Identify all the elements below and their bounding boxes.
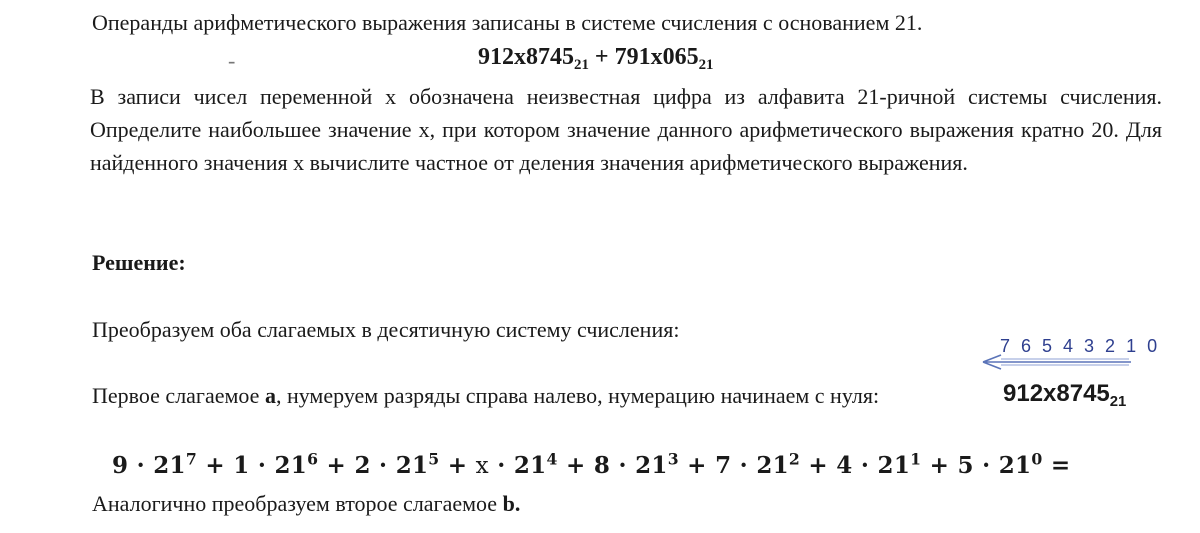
first-term-number [1003, 380, 1126, 410]
first-term-text [92, 383, 879, 409]
digit-position-labels: 7 6 5 4 3 2 1 0 [1000, 336, 1161, 356]
formula-exponent: 3 [667, 449, 679, 469]
first-term-prefix: Первое слагаемое [92, 383, 265, 408]
formula-digit: 4 [836, 452, 853, 479]
expression-base-a: 21 [574, 57, 589, 74]
first-term-var: a [264, 383, 276, 408]
task-text: В записи чисел переменной x обозначена неизвестная цифра из алфавита 21-ричной системы счисления. Определите наибольшее значение x, при котором значение данного арифметического выражения кратно 20. Для найденного значения x вычислите частное от деления значения арифметического выражения. [90, 84, 1162, 175]
formula-exponent: 4 [546, 449, 558, 469]
formula-digit: 9 [112, 452, 129, 479]
formula-dot: · [128, 452, 154, 479]
formula-dot: · [973, 452, 999, 479]
formula-equals: = [1042, 452, 1071, 479]
formula-digit: 8 [593, 452, 611, 479]
formula-exponent: 7 [185, 449, 198, 469]
formula-term [957, 449, 1043, 479]
expression-plus: + [594, 44, 609, 70]
second-term-var: b. [502, 491, 521, 516]
intro-text: Операнды арифметического выражения записаны в системе счисления с основанием 21. [92, 10, 923, 35]
formula-base: 21 [877, 452, 911, 479]
formula-term [233, 449, 319, 479]
expression-operand-b: 791x065 [614, 44, 699, 70]
formula-plus: + [557, 452, 594, 479]
formula-term [112, 449, 198, 479]
formula-plus: + [439, 452, 476, 479]
formula-exponent: 2 [788, 449, 801, 469]
formula-base: 21 [513, 452, 547, 479]
dash-mark: - [228, 48, 236, 73]
expansion-formula [112, 449, 1071, 479]
left-arrow-icon [975, 352, 1135, 374]
second-term-text [92, 491, 520, 517]
formula-digit: 1 [233, 452, 250, 479]
first-term-number-value: 912x8745 [1003, 380, 1110, 407]
formula-plus: + [800, 452, 837, 479]
second-term-prefix: Аналогично преобразуем второе слагаемое [92, 491, 503, 516]
expression-base-b: 21 [698, 57, 714, 74]
formula-term [354, 449, 440, 479]
formula-term [475, 449, 558, 479]
formula-digit: 7 [715, 452, 732, 479]
formula-base: 21 [153, 452, 186, 479]
formula-base: 21 [756, 452, 789, 479]
formula-term [593, 449, 679, 479]
formula-plus: + [318, 452, 355, 479]
expression-operand-a: 912x8745 [478, 44, 574, 70]
convert-text: Преобразуем оба слагаемых в десятичную систему счисления: [92, 317, 680, 342]
formula-plus: + [921, 452, 958, 479]
first-term-rest: , нумеруем разряды справа налево, нумерацию начинаем с нуля: [275, 383, 880, 408]
formula-base: 21 [274, 452, 308, 479]
formula-term [715, 449, 801, 479]
formula-dot: · [249, 452, 275, 479]
formula-digit: 2 [354, 452, 371, 479]
formula-digit: x [475, 453, 489, 479]
solution-heading: Решение: [92, 250, 186, 275]
formula-exponent: 1 [910, 449, 922, 469]
formula-base: 21 [998, 452, 1032, 479]
formula-dot: · [731, 452, 757, 479]
formula-exponent: 6 [307, 449, 319, 469]
formula-plus: + [678, 452, 716, 479]
formula-base: 21 [395, 452, 429, 479]
formula-digit: 5 [957, 452, 974, 479]
formula-dot: · [370, 452, 396, 479]
formula-exponent: 5 [428, 449, 440, 469]
formula-dot: · [852, 452, 878, 479]
formula-dot: · [488, 452, 514, 479]
first-term-number-base: 21 [1109, 394, 1127, 411]
formula-base: 21 [635, 452, 668, 479]
formula-exponent: 0 [1031, 449, 1043, 469]
formula-plus: + [197, 452, 234, 479]
formula-dot: · [610, 452, 636, 479]
formula-term [836, 449, 922, 479]
expression [478, 44, 713, 74]
